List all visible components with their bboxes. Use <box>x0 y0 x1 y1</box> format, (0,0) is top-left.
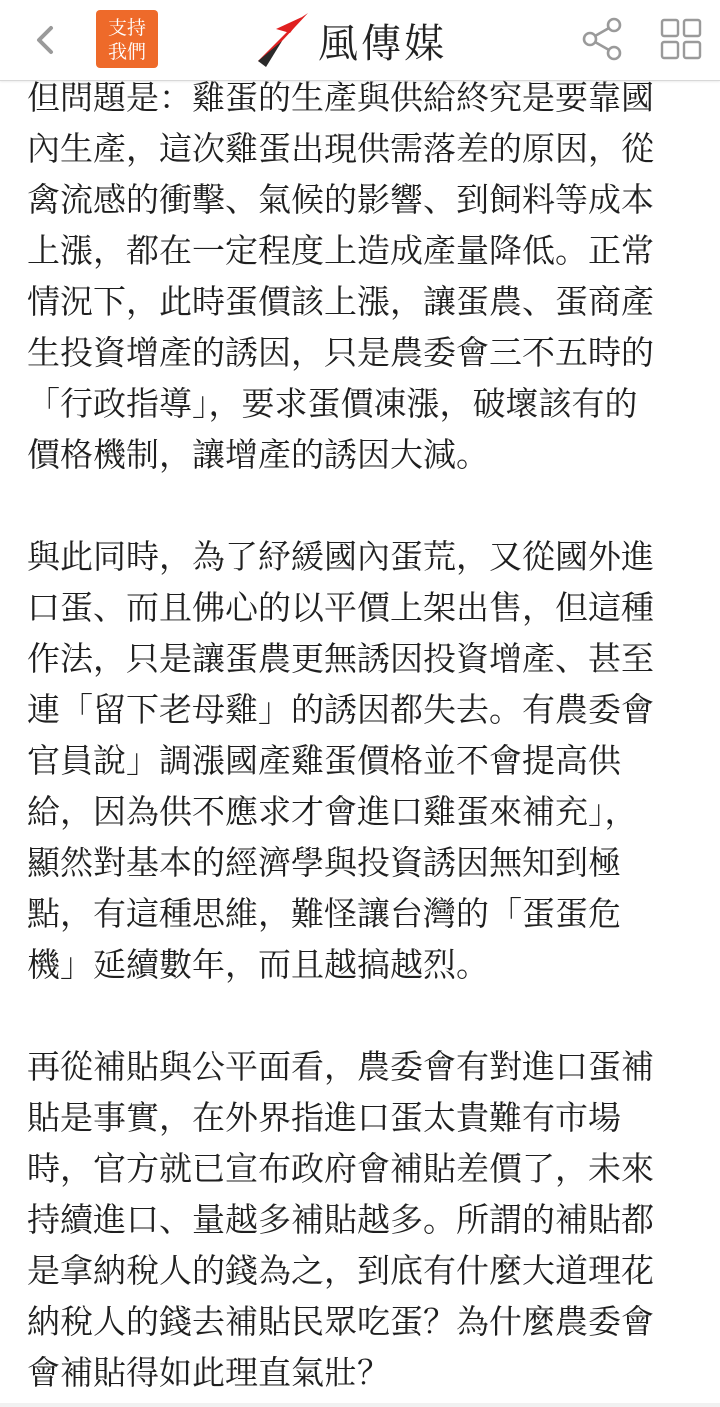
text-line: 禽流感的衝擊、氣候的影響、到飼料等成本 <box>27 180 654 219</box>
logo-icon <box>256 11 310 69</box>
text-line: 但問題是：雞蛋的生產與供給終究是要靠國 <box>27 78 654 117</box>
site-logo[interactable] <box>256 8 447 72</box>
text-line: 上漲，都在一定程度上造成產量降低。正常 <box>27 231 654 270</box>
paragraph-gap <box>27 480 697 531</box>
text-line: 是拿納稅人的錢為之，到底有什麼大道理花 <box>27 1251 654 1290</box>
text-line: 情況下，此時蛋價該上漲，讓蛋農、蛋商產 <box>27 282 654 321</box>
text-line: 時，官方就已宣布政府會補貼差價了，未來 <box>27 1149 654 1188</box>
text-line: 生投資增產的誘因，只是農委會三不五時的 <box>27 333 654 372</box>
text-line: 連「留下老母雞」的誘因都失去。有農委會 <box>27 690 654 729</box>
support-label-line2: 我們 <box>107 41 146 63</box>
share-button[interactable] <box>580 16 626 62</box>
text-line: 再從補貼與公平面看，農委會有對進口蛋補 <box>27 1047 654 1086</box>
text-line: 口蛋、而且佛心的以平價上架出售，但這種 <box>27 588 654 627</box>
paragraph-3 <box>27 1041 697 1398</box>
text-line: 作法，只是讓蛋農更無誘因投資增產、甚至 <box>27 639 654 678</box>
share-icon <box>580 16 626 62</box>
site-name: 風傳媒 <box>318 20 447 67</box>
text-line: 「行政指導」，要求蛋價凍漲，破壞該有的 <box>27 384 638 423</box>
grid-icon <box>658 16 704 62</box>
text-line: 貼是事實，在外界指進口蛋太貴難有市場 <box>27 1098 621 1137</box>
text-line: 官員說」調漲國產雞蛋價格並不會提高供 <box>27 741 621 780</box>
paragraph-2 <box>27 531 697 990</box>
support-label-line1: 支持 <box>107 17 146 39</box>
paragraph-gap <box>27 990 697 1041</box>
text-line: 持續進口、量越多補貼越多。所謂的補貼都 <box>27 1200 654 1239</box>
menu-grid-button[interactable] <box>658 16 704 62</box>
text-line: 內生產，這次雞蛋出現供需落差的原因，從 <box>27 129 654 168</box>
back-button[interactable] <box>22 18 66 62</box>
top-app-bar <box>0 0 720 81</box>
back-icon <box>33 24 55 56</box>
text-line: 納稅人的錢去補貼民眾吃蛋？為什麼農委會 <box>27 1302 654 1341</box>
text-line: 價格機制，讓增產的誘因大減。 <box>27 435 489 474</box>
text-line: 與此同時，為了紓緩國內蛋荒，又從國外進 <box>27 537 654 576</box>
article-body <box>27 72 697 1398</box>
text-line: 會補貼得如此理直氣壯？ <box>27 1353 390 1392</box>
bottom-divider <box>0 1403 720 1407</box>
text-line: 給，因為供不應求才會進口雞蛋來補充」， <box>27 792 638 831</box>
text-line: 點，有這種思維，難怪讓台灣的「蛋蛋危 <box>27 894 621 933</box>
support-us-button[interactable] <box>96 10 158 68</box>
text-line: 機」延續數年，而且越搞越烈。 <box>27 945 489 984</box>
text-line: 顯然對基本的經濟學與投資誘因無知到極 <box>27 843 621 882</box>
paragraph-1 <box>27 72 697 480</box>
